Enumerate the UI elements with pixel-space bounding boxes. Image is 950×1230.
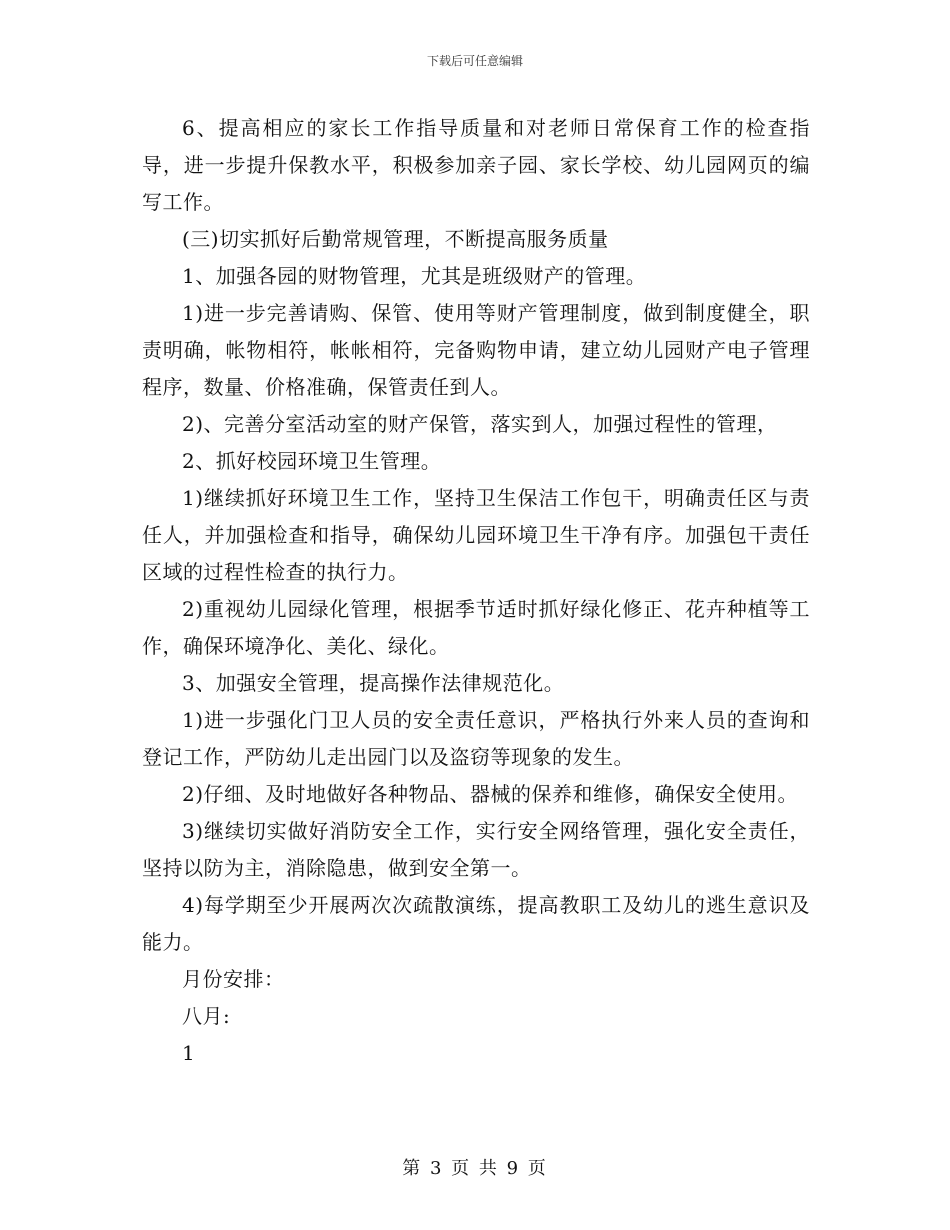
paragraph: 3)继续切实做好消防安全工作，实行安全网络管理，强化安全责任，坚持以防为主，消除隐患，做到安全第一。 (142, 819, 810, 880)
month-label: 八月: (182, 1004, 231, 1028)
subsection-heading: 2、抓好校园环境卫生管理。 (182, 449, 442, 473)
paragraph: 1)进一步完善请购、保管、使用等财产管理制度，做到制度健全，职责明确，帐物相符，帐帐相符，完备购物申请，建立幼儿园财产电子管理程序，数量、价格准确，保管责任到人。 (142, 301, 810, 399)
subsection-heading: 3、加强安全管理，提高操作法律规范化。 (182, 671, 565, 695)
paragraph: 2)仔细、及时地做好各种物品、器械的保养和维修，确保安全使用。 (182, 782, 799, 806)
paragraph: 1)进一步强化门卫人员的安全责任意识，严格执行外来人员的查询和登记工作，严防幼儿走出园门以及盗窃等现象的发生。 (142, 708, 810, 769)
page-number-footer: 第 3 页 共 9 页 (402, 1158, 548, 1179)
paragraph: 4)每学期至少开展两次次疏散演练，提高教职工及幼儿的逃生意识及能力。 (142, 893, 810, 954)
paragraph: 1)继续抓好环境卫生工作，坚持卫生保洁工作包干，明确责任区与责任人，并加强检查和指导，确保幼儿园环境卫生干净有序。加强包干责任区域的过程性检查的执行力。 (142, 486, 810, 584)
paragraph: 2)重视幼儿园绿化管理，根据季节适时抓好绿化修正、花卉种植等工作，确保环境净化、美化、绿化。 (142, 597, 810, 658)
schedule-heading: 月份安排： (182, 967, 285, 991)
paragraph: 2)、完善分室活动室的财产保管，落实到人，加强过程性的管理， (182, 412, 778, 436)
header-note: 下载后可任意编辑 (426, 54, 523, 68)
subsection-heading: 1、加强各园的财物管理，尤其是班级财产的管理。 (182, 264, 647, 288)
list-number: 1 (182, 1041, 196, 1065)
section-heading: (三)切实抓好后勤常规管理，不断提高服务质量 (182, 227, 609, 251)
document-body (142, 110, 810, 1072)
paragraph: 6、提高相应的家长工作指导质量和对老师日常保育工作的检查指导，进一步提升保教水平，积极参加亲子园、家长学校、幼儿园网页的编写工作。 (142, 116, 810, 214)
